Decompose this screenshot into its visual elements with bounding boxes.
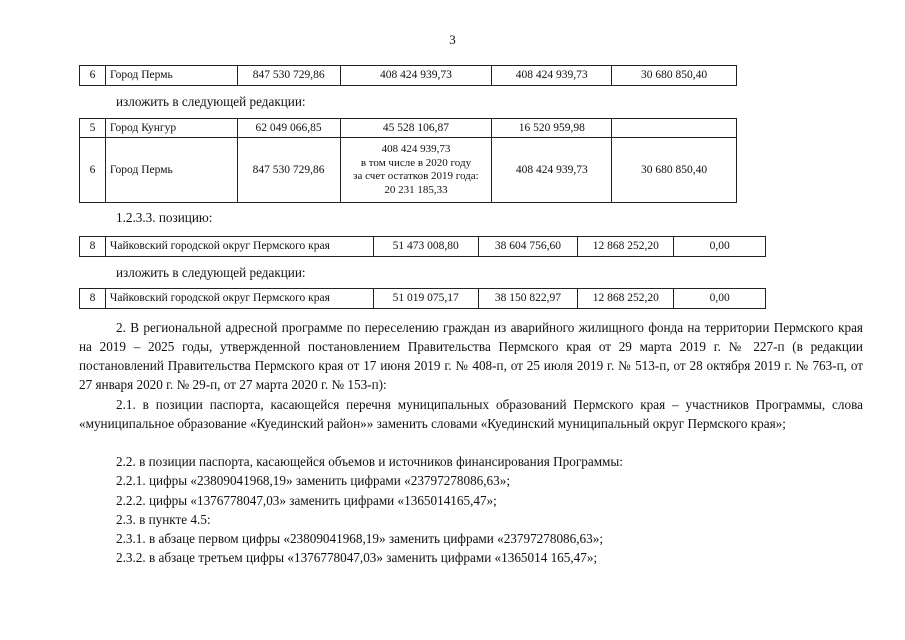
cell-value: 408 424 939,73 xyxy=(492,66,612,86)
paragraph-2-3-1: 2.3.1. в абзаце первом цифры «23809041968,19» заменить цифрами «23797278086,63»; xyxy=(116,531,603,546)
cell-value: 408 424 939,73 xyxy=(340,66,492,86)
table-city-perm-old xyxy=(79,65,737,86)
table-new-edition-cities xyxy=(79,118,737,203)
cell-line: 408 424 939,73 xyxy=(381,143,451,155)
cell-num: 5 xyxy=(80,119,106,138)
paragraph-2-2-2: 2.2.2. цифры «1376778047,03» заменить цифрами «1365014165,47»; xyxy=(116,493,497,508)
table-row xyxy=(80,138,737,203)
page-number: 3 xyxy=(449,32,456,47)
paragraph-2-3: 2.3. в пункте 4.5: xyxy=(116,512,211,527)
cell-value: 408 424 939,73 xyxy=(492,138,612,203)
cell-value: 45 528 106,87 xyxy=(340,119,492,138)
cell-value: 12 868 252,20 xyxy=(578,237,674,257)
table-row xyxy=(80,66,737,86)
cell-value: 0,00 xyxy=(674,237,766,257)
cell-name: Чайковский городской округ Пермского края xyxy=(105,289,373,309)
table-chaikovsky-old xyxy=(79,236,766,257)
cell-total: 847 530 729,86 xyxy=(237,138,340,203)
table-chaikovsky-new xyxy=(79,288,766,309)
cell-num: 6 xyxy=(80,138,106,203)
cell-line: за счет остатков 2019 года: xyxy=(353,170,479,182)
table-row xyxy=(80,237,766,257)
cell-name: Город Пермь xyxy=(105,138,237,203)
cell-value-multiline xyxy=(340,138,492,203)
cell-num: 6 xyxy=(80,66,106,86)
cell-value: 38 150 822,97 xyxy=(478,289,578,309)
paragraph-2-2: 2.2. в позиции паспорта, касающейся объемов и источников финансирования Программы: xyxy=(116,454,623,469)
text-izlozhit-2: изложить в следующей редакции: xyxy=(116,265,306,280)
cell-num: 8 xyxy=(80,237,106,257)
cell-total: 62 049 066,85 xyxy=(237,119,340,138)
cell-value: 38 604 756,60 xyxy=(478,237,578,257)
cell-total: 51 473 008,80 xyxy=(373,237,478,257)
cell-value: 30 680 850,40 xyxy=(612,138,737,203)
cell-name: Чайковский городской округ Пермского края xyxy=(105,237,373,257)
cell-value: 0,00 xyxy=(674,289,766,309)
cell-line: в том числе в 2020 году xyxy=(360,157,472,169)
cell-num: 8 xyxy=(80,289,106,309)
text-position: 1.2.3.3. позицию: xyxy=(116,210,213,225)
cell-value: 12 868 252,20 xyxy=(578,289,674,309)
cell-value: 16 520 959,98 xyxy=(492,119,612,138)
paragraph-2-3-2: 2.3.2. в абзаце третьем цифры «1376778047,03» заменить цифрами «1365014 165,47»; xyxy=(116,550,598,565)
cell-name: Город Кунгур xyxy=(105,119,237,138)
paragraph-2: 2. В региональной адресной программе по переселению граждан из аварийного жилищного фонда на территории Пермского края на 2019 – 2025 годы, утвержденной постановлением Правительства Пермского края от 29 марта 2019 г. № 227-п (в редакции постановлений Правительства Пермского края от 17 июня 2019 г. № 408-п, от 25 июля 2019 г. № 513-п, от 28 октября 2019 г. № 763-п, от 27 января 2020 г. № 29-п, от 27 марта 2020 г. № 153-п): xyxy=(79,320,863,392)
cell-total: 847 530 729,86 xyxy=(237,66,340,86)
cell-value xyxy=(612,119,737,138)
text-izlozhit-1: изложить в следующей редакции: xyxy=(116,94,306,109)
cell-value: 30 680 850,40 xyxy=(612,66,737,86)
paragraph-2-1: 2.1. в позиции паспорта, касающейся перечня муниципальных образований Пермского края – участников Программы, слова «муниципальное образование «Куединский район»» заменить словами «Куединский муниципальный округ Пермского края»; xyxy=(79,397,863,431)
cell-line: 20 231 185,33 xyxy=(384,184,448,196)
cell-name: Город Пермь xyxy=(105,66,237,86)
table-row xyxy=(80,119,737,138)
cell-total: 51 019 075,17 xyxy=(373,289,478,309)
table-row xyxy=(80,289,766,309)
paragraph-2-2-1: 2.2.1. цифры «23809041968,19» заменить цифрами «23797278086,63»; xyxy=(116,473,511,488)
